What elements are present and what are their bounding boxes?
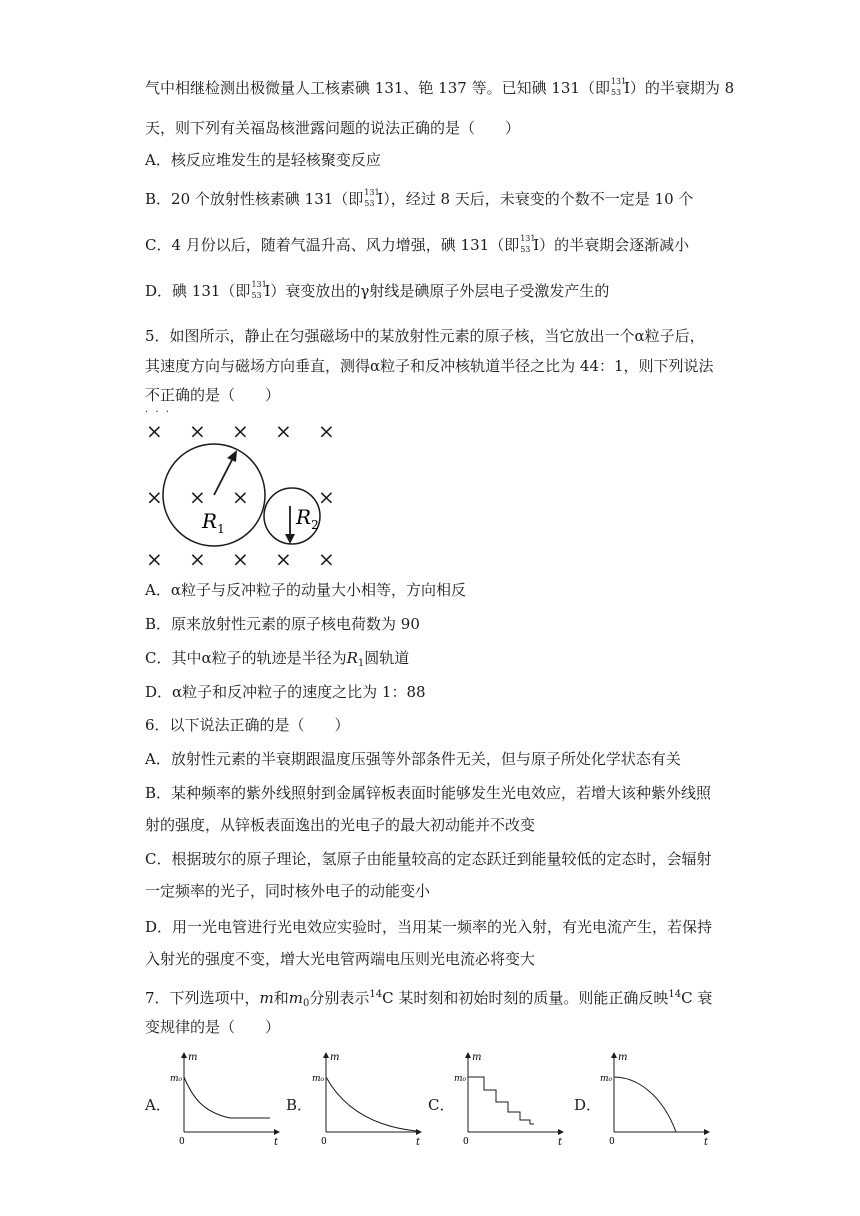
q7-stem-line2: 变规律的是（ ） <box>145 1018 281 1036</box>
y-axis-label: m <box>188 1052 198 1063</box>
q4-stem-line2: 天，则下列有关福岛核泄露问题的说法正确的是（ ） <box>145 119 521 137</box>
q6-option-b-line2: 射的强度，从锌板表面逸出的光电子的最大初动能并不改变 <box>145 816 536 834</box>
origin-label: 0 <box>179 1137 185 1147</box>
y-axis-label: m <box>330 1052 340 1063</box>
origin-label: 0 <box>321 1137 327 1147</box>
cross-mark: × <box>146 547 163 570</box>
cross-mark: × <box>189 419 206 443</box>
q7-option-c-label: C． <box>428 1096 455 1114</box>
isotope-i131: 131 53 <box>520 234 536 254</box>
q5-option-c: C．其中α粒子的轨迹是半径为$R_1$圆轨道 <box>145 649 410 669</box>
cross-mark: × <box>318 485 335 509</box>
x-axis-label: t <box>558 1137 563 1148</box>
q7-graph-a <box>170 1050 282 1148</box>
magnetic-field-figure <box>140 418 350 570</box>
q4-option-a: A．核反应堆发生的是轻核聚变反应 <box>145 151 381 169</box>
cross-mark: × <box>318 419 335 443</box>
q6-stem: 6．以下说法正确的是（ ） <box>145 716 350 734</box>
q4-option-c: C．4 月份以后，随着气温升高、风力增强，碘 131（即 131 53 I）的半衰期会逐渐减小 <box>145 234 690 254</box>
x-axis-label: t <box>704 1137 709 1148</box>
y0-label: m₀ <box>312 1074 325 1084</box>
x-axis-label: t <box>274 1137 279 1148</box>
y0-label: m₀ <box>170 1074 183 1084</box>
label-r2: $R_2$ <box>296 505 319 532</box>
q4-option-b: B．20 个放射性核素碘 131（即 131 53 I），经过 8 天后，未衰变的个数不一定是 10 个 <box>145 188 694 208</box>
text: ）的半衰期为 8 <box>629 79 735 97</box>
q7-graph-b <box>312 1050 424 1148</box>
q7-graph-c <box>454 1050 566 1148</box>
q5-stem-line1: 5．如图所示，静止在匀强磁场中的某放射性元素的原子核，当它放出一个α粒子后， <box>145 327 705 345</box>
x-axis-label: t <box>416 1137 421 1148</box>
q6-option-a: A．放射性元素的半衰期跟温度压强等外部条件无关，但与原子所处化学状态有关 <box>145 750 681 768</box>
decay-curve <box>614 1077 676 1132</box>
q4-option-d: D．碘 131（即 131 53 I）衰变放出的γ射线是碘原子外层电子受激发产生的 <box>145 280 610 300</box>
y-axis-label: m <box>472 1052 482 1063</box>
origin-label: 0 <box>609 1137 615 1147</box>
q5-stem-line2: 其速度方向与磁场方向垂直，测得α粒子和反冲核轨道半径之比为 44：1，则下列说法 <box>145 357 714 375</box>
q7-graph-d <box>600 1050 712 1148</box>
label-r1: $R_1$ <box>202 509 225 536</box>
y0-label: m₀ <box>600 1074 613 1084</box>
q7-option-a-label: A． <box>145 1096 171 1114</box>
decay-curve <box>326 1077 416 1131</box>
q5-stem-line3: 不正确 · · · 的是（ ） <box>145 386 281 418</box>
cross-mark: × <box>318 547 335 570</box>
q5-option-a: A．α粒子与反冲粒子的动量大小相等，方向相反 <box>145 581 466 599</box>
q5-option-b: B．原来放射性元素的原子核电荷数为 90 <box>145 615 420 633</box>
decay-curve <box>184 1077 270 1118</box>
origin-label: 0 <box>463 1137 469 1147</box>
step-curve <box>468 1077 534 1124</box>
cross-mark: × <box>146 485 163 509</box>
cross-mark: × <box>189 547 206 570</box>
field-crosses <box>146 419 335 570</box>
emphasis-not-correct: 不正确 · · · <box>145 386 191 418</box>
y-axis-label: m <box>618 1052 628 1063</box>
arrowhead-r1 <box>227 450 237 462</box>
q7-option-d-label: D． <box>574 1096 602 1114</box>
arrowhead-r2 <box>285 534 295 544</box>
q5-option-d: D．α粒子和反冲粒子的速度之比为 1：88 <box>145 683 426 701</box>
cross-mark: × <box>146 419 163 443</box>
cross-mark: × <box>232 547 249 570</box>
cross-mark: × <box>275 419 292 443</box>
radius-arrow-r1 <box>214 456 234 495</box>
cross-mark: × <box>232 485 249 509</box>
cross-mark: × <box>189 485 206 509</box>
q6-option-b-line1: B．某种频率的紫外线照射到金属锌板表面时能够发生光电效应，若增大该种紫外线照 <box>145 784 712 802</box>
q7-option-b-label: B． <box>286 1096 313 1114</box>
isotope-i131: 131 53 <box>364 188 380 208</box>
cross-mark: × <box>232 419 249 443</box>
isotope-i131: 131 53 <box>251 280 267 300</box>
q6-option-d-line1: D．用一光电管进行光电效应实验时，当用某一频率的光入射，有光电流产生，若保持 <box>145 918 713 936</box>
isotope-i131: 131 53 <box>610 77 627 97</box>
q4-stem-line1 <box>145 78 734 98</box>
text: 气中相继检测出极微量人工核素碘 131、铯 137 等。已知碘 131（即 <box>145 79 610 97</box>
q6-option-c-line2: 一定频率的光子，同时核外电子的动能变小 <box>145 882 431 900</box>
q6-option-d-line2: 入射光的强度不变，增大光电管两端电压则光电流必将变大 <box>145 950 536 968</box>
q7-stem-line1: 7．下列选项中，m和$m_0$分别表示$^{14}$C 某时刻和初始时刻的质量。则能正确反映$^{14}$C 衰 <box>145 989 713 1009</box>
cross-mark: × <box>275 547 292 570</box>
q6-option-c-line1: C．根据玻尔的原子理论，氢原子由能量较高的定态跃迁到能量较低的定态时，会辐射 <box>145 850 712 868</box>
y0-label: m₀ <box>454 1074 467 1084</box>
isotope-symbol: I <box>623 79 630 97</box>
